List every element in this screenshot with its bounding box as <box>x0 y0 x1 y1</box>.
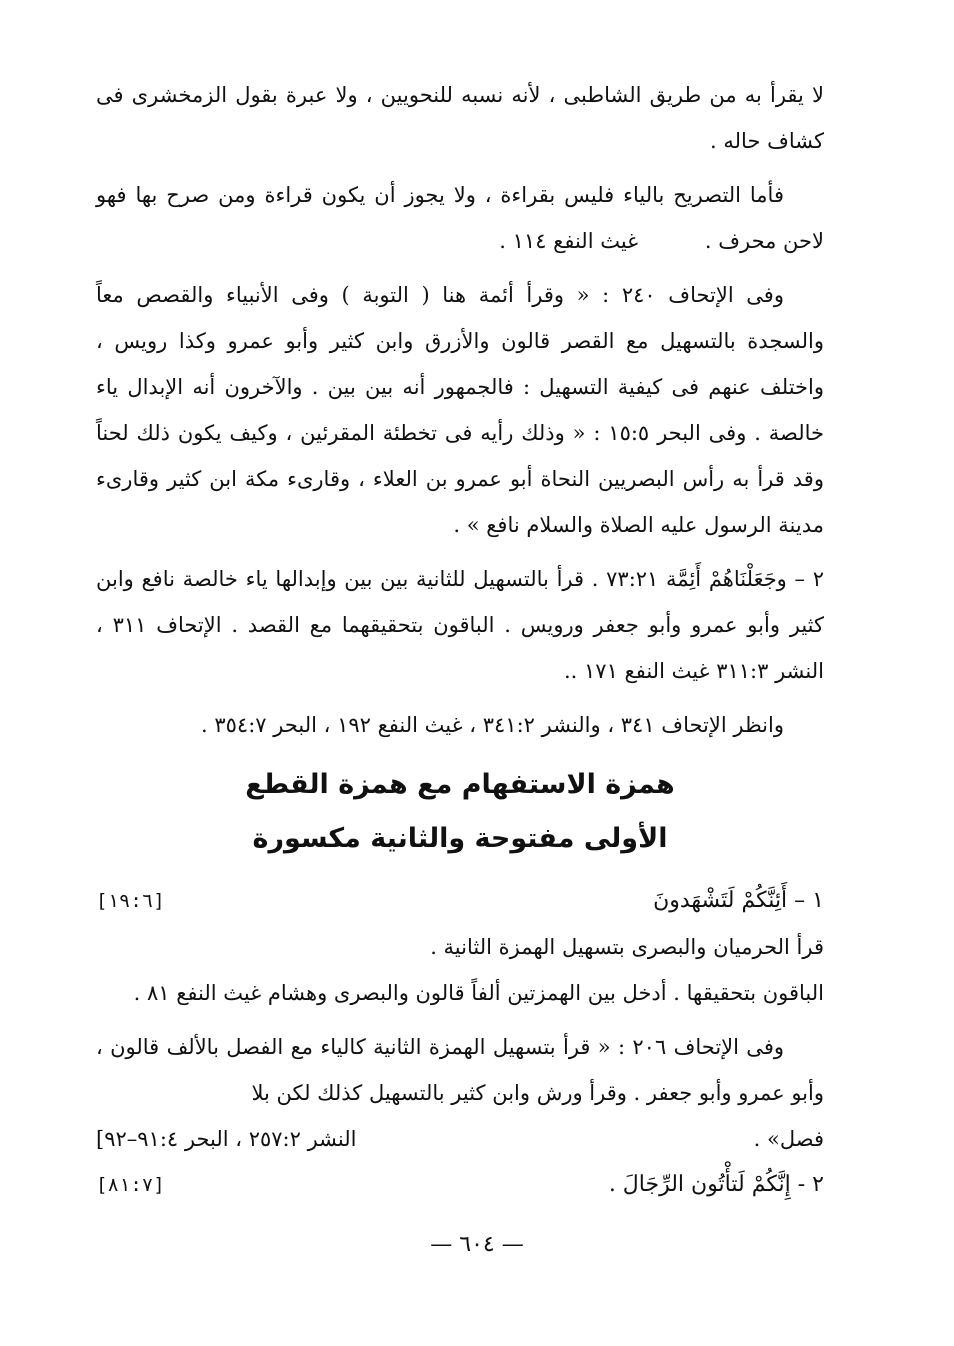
entry-1-ithaf: وفى الإتحاف ٢٠٦ : « قرأ بتسهيل الهمزة الثانية كالياء مع الفصل بالألف قالون ، وأبو عمرو وأبو جعفر . وقرأ ورش وابن كثير بالتسهيل كذلك لكن بلا <box>96 1035 824 1105</box>
entry-1-end-reference: النشر ٢٥٧:٢ ، البحر ٩١:٤–٩٢] <box>96 1127 357 1151</box>
entry-aimma: ٢ – وجَعَلْنَاهُمْ أَئِمَّة ٧٣:٢١ . قرأ بالتسهيل للثانية بين بين وإبدالها ياء خالصة نافع وابن كثير وأبو عمرو وأبو جعفر ورويس . الباقون بتحقيقهما مع القصد . الإتحاف ٣١١ ، النشر ٣١١:٣ غيث النفع ١٧١ .. <box>96 567 825 683</box>
paragraph-zamakhshari: لا يقرأ به من طريق الشاطبى ، لأنه نسبه للنحويين ، ولا عبرة بقول الزمخشرى فى كشاف حاله . <box>96 83 824 153</box>
paragraph-tasrih <box>96 172 824 264</box>
page-body <box>96 72 824 1208</box>
entry-2-verse-line <box>96 1162 824 1208</box>
section-title: همزة الاستفهام مع همزة القطع <box>245 769 675 800</box>
entry-1-verse-line <box>96 878 824 924</box>
entry-1-end-text: فصل» . <box>753 1127 824 1151</box>
page-number: — ٦٠٤ — <box>430 1232 524 1257</box>
section-subtitle: الأولى مفتوحة والثانية مكسورة <box>252 823 668 854</box>
entry-2-verse: ٢ - إِنَّكُمْ لَتأْتُون الرِّجَالَ . <box>608 1172 824 1197</box>
entry-2-reference: [٨١:٧] <box>96 1174 165 1196</box>
entry-1-verse: ١ – أَئِنَّكُمْ لَتَشْهَدونَ <box>653 888 824 913</box>
paragraph-ithaf-240: وفى الإتحاف ٢٤٠ : « وقرأ أئمة هنا ( التوبة ) وفى الأنبياء والقصص معاً والسجدة بالتسهيل مع القصر قالون والأزرق وابن كثير وأبو عمرو وكذا رويس ، واختلف عنهم فى كيفية التسهيل : فالجمهور أنه بين بين . والآخرون أنه الإبدال ياء خالصة . وفى البحر ١٥:٥ : « وذلك رأيه فى تخطئة المقرئين ، وكيف يكون ذلك لحناً وقد قرأ به رأس البصريين النحاة أبو عمرو بن العلاء ، وقارىء مكة ابن كثير وقارىء مدينة الرسول عليه الصلاة والسلام نافع » . <box>96 283 824 537</box>
paragraph-tasrih-text: فأما التصريح بالياء فليس بقراءة ، ولا يجوز أن يكون قراءة ومن صرح بها فهو لاحن محرف . <box>96 183 824 253</box>
entry-1-reading-2: الباقون بتحقيقها . أدخل بين الهمزتين ألفاً قالون والبصرى وهشام غيث النفع ٨١ . <box>133 981 824 1005</box>
entry-1-reading-1: قرأ الحرميان والبصرى بتسهيل الهمزة الثانية . <box>430 935 824 959</box>
paragraph-see-also: وانظر الإتحاف ٣٤١ ، والنشر ٣٤١:٢ ، غيث النفع ١٩٢ ، البحر ٣٥٤:٧ . <box>201 713 784 737</box>
entry-1-end-line <box>96 1116 824 1162</box>
entry-1-reference: [١٩:٦] <box>96 890 165 912</box>
paragraph-tasrih-ref: غيث النفع ١١٤ . <box>499 229 639 253</box>
